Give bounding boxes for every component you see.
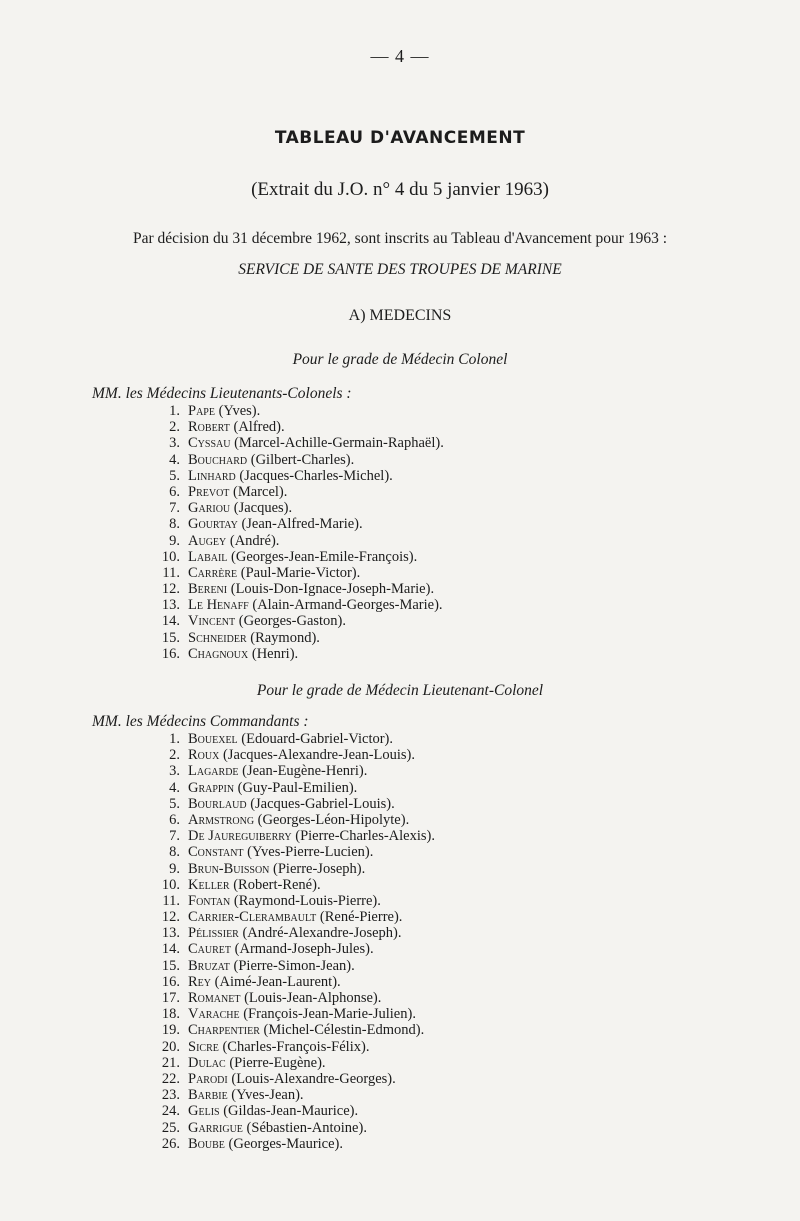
entry-given-names: (Henri).: [251, 645, 299, 662]
entry-number: 13.: [161, 597, 180, 614]
entry-surname: Barbie: [188, 1087, 228, 1104]
entry-surname: Keller: [188, 876, 230, 893]
entry-surname: Robert: [188, 419, 230, 436]
entry-surname: Pape: [188, 403, 215, 419]
entry-number: 6.: [169, 811, 180, 828]
list-item: [152, 893, 435, 909]
entry-number: 10.: [161, 876, 180, 893]
entry-number: 12.: [161, 909, 180, 926]
entry-surname: Rey: [188, 973, 212, 990]
entry-given-names: (Sébastien-Antoine).: [246, 1119, 367, 1136]
entry-given-names: (Robert-René).: [233, 876, 321, 893]
entry-number: 1.: [169, 403, 180, 419]
entry-given-names: (Jean-Alfred-Marie).: [241, 516, 363, 533]
list-item: [152, 990, 435, 1006]
entry-surname: Gariou: [188, 500, 231, 517]
entry-surname: Parodi: [188, 1070, 228, 1087]
entry-surname: Cyssau: [188, 435, 231, 452]
entry-surname: Labail: [188, 548, 228, 565]
entry-given-names: (Paul-Marie-Victor).: [240, 564, 361, 581]
entry-given-names: (Pierre-Eugène).: [229, 1054, 326, 1071]
entry-number: 2.: [169, 747, 180, 764]
list-item: [152, 909, 435, 925]
list-item: [152, 1022, 435, 1038]
entry-surname: Charpentier: [188, 1022, 260, 1039]
entry-given-names: (Georges-Léon-Hipolyte).: [257, 811, 410, 828]
page-title: TABLEAU D'AVANCEMENT: [274, 128, 526, 148]
list-item: [152, 1136, 435, 1152]
grade-heading-colonel: Pour le grade de Médecin Colonel: [292, 351, 508, 368]
group-label-commandants: MM. les Médecins Commandants :: [92, 713, 309, 730]
entry-number: 3.: [169, 435, 180, 452]
entry-surname: Romanet: [188, 990, 241, 1006]
entry-surname: Vincent: [188, 613, 236, 630]
entry-number: 21.: [161, 1054, 180, 1071]
entry-given-names: (Pierre-Simon-Jean).: [233, 957, 355, 974]
list-item: [152, 812, 435, 828]
entry-given-names: (Raymond-Louis-Pierre).: [233, 892, 381, 909]
entry-given-names: (Marcel-Achille-Germain-Raphaël).: [234, 435, 444, 452]
group-label-lieutenants-colonels: MM. les Médecins Lieutenants-Colonels :: [92, 385, 352, 402]
list-item: [152, 613, 444, 629]
list-item: [152, 1055, 435, 1071]
list-item: [152, 731, 435, 747]
entry-surname: Gourtay: [188, 516, 238, 533]
entry-number: 8.: [169, 844, 180, 861]
entry-given-names: (Marcel).: [233, 483, 288, 500]
list-item: [152, 828, 435, 844]
entry-given-names: (Aimé-Jean-Laurent).: [214, 973, 341, 990]
entry-number: 2.: [169, 419, 180, 436]
entry-given-names: (Louis-Don-Ignace-Joseph-Marie).: [230, 581, 435, 598]
entry-given-names: (Raymond).: [250, 629, 320, 646]
entry-given-names: (Louis-Alexandre-Georges).: [231, 1070, 396, 1087]
entry-surname: Bereni: [188, 581, 228, 598]
entry-surname: Bouexel: [188, 731, 238, 747]
list-item: [152, 646, 444, 662]
entry-given-names: (Jacques).: [233, 500, 293, 517]
entry-surname: Garrigue: [188, 1119, 243, 1136]
list-item: [152, 925, 435, 941]
entry-surname: Augey: [188, 532, 227, 549]
list-item: [152, 452, 444, 468]
entry-given-names: (Michel-Célestin-Edmond).: [263, 1022, 425, 1039]
service-heading: SERVICE DE SANTE DES TROUPES DE MARINE: [238, 261, 562, 278]
list-item: [152, 1006, 435, 1022]
list-item: [152, 941, 435, 957]
list-item: [152, 533, 444, 549]
entry-number: 16.: [161, 973, 180, 990]
list-item: [152, 1071, 435, 1087]
entry-surname: Sicre: [188, 1038, 219, 1055]
entry-surname: De Jaureguiberry: [188, 828, 292, 845]
list-item: [152, 877, 435, 893]
entry-surname: Cauret: [188, 941, 232, 958]
section-heading: A) MEDECINS: [348, 307, 452, 324]
entry-number: 23.: [161, 1087, 180, 1104]
entry-given-names: (André).: [229, 532, 280, 549]
entry-number: 5.: [169, 467, 180, 484]
list-item: [152, 958, 435, 974]
entry-surname: Fontan: [188, 892, 231, 909]
entry-number: 17.: [161, 990, 180, 1006]
list-item: [152, 516, 444, 532]
entry-given-names: (Charles-François-Félix).: [222, 1038, 370, 1055]
entry-surname: Pélissier: [188, 925, 239, 942]
entry-given-names: (Pierre-Joseph).: [273, 860, 366, 877]
entry-number: 15.: [161, 629, 180, 646]
entry-number: 22.: [161, 1070, 180, 1087]
entry-given-names: (Gilbert-Charles).: [250, 451, 355, 468]
entry-surname: Armstrong: [188, 811, 255, 828]
list-item: [152, 630, 444, 646]
entry-surname: Roux: [188, 747, 220, 764]
entry-given-names: (Armand-Joseph-Jules).: [234, 941, 374, 958]
entry-given-names: (François-Jean-Marie-Julien).: [243, 1006, 416, 1023]
list-item: [152, 500, 444, 516]
list-item: [152, 844, 435, 860]
entry-surname: Dulac: [188, 1054, 226, 1071]
entry-number: 19.: [161, 1022, 180, 1039]
list-item: [152, 974, 435, 990]
entry-number: 20.: [161, 1038, 180, 1055]
page-number: — 4 —: [370, 46, 430, 66]
entry-number: 8.: [169, 516, 180, 533]
entry-surname: Linhard: [188, 467, 236, 484]
list-item: [152, 484, 444, 500]
entry-surname: Chagnoux: [188, 645, 249, 662]
entry-surname: Varache: [188, 1006, 240, 1023]
entry-number: 10.: [161, 548, 180, 565]
entry-surname: Bourlaud: [188, 795, 247, 812]
entry-number: 14.: [161, 941, 180, 958]
entry-given-names: (Jacques-Alexandre-Jean-Louis).: [222, 747, 416, 764]
entry-given-names: (Jacques-Charles-Michel).: [239, 467, 393, 484]
entry-number: 4.: [169, 779, 180, 796]
entry-number: 16.: [161, 645, 180, 662]
list-item: [152, 419, 444, 435]
entry-given-names: (Georges-Gaston).: [238, 613, 347, 630]
entry-given-names: (Pierre-Charles-Alexis).: [295, 828, 435, 845]
entry-number: 9.: [169, 860, 180, 877]
entry-number: 11.: [162, 564, 180, 581]
entry-surname: Carrère: [188, 564, 238, 581]
list-item: [152, 763, 435, 779]
entry-number: 18.: [161, 1006, 180, 1023]
entry-number: 11.: [162, 892, 180, 909]
entry-number: 5.: [169, 795, 180, 812]
entry-given-names: (André-Alexandre-Joseph).: [242, 925, 402, 942]
entry-number: 12.: [161, 581, 180, 598]
entry-number: 6.: [169, 483, 180, 500]
entry-given-names: (Alfred).: [233, 419, 285, 436]
list-item: [152, 435, 444, 451]
list-item: [152, 403, 444, 419]
list-item: [152, 565, 444, 581]
list-item: [152, 1039, 435, 1055]
entry-surname: Schneider: [188, 629, 247, 646]
entry-surname: Boube: [188, 1135, 225, 1152]
entry-given-names: (Yves-Jean).: [231, 1087, 304, 1104]
list-item: [152, 796, 435, 812]
entry-number: 1.: [169, 731, 180, 747]
entry-given-names: (René-Pierre).: [319, 909, 403, 926]
entry-given-names: (Yves-Pierre-Lucien).: [247, 844, 374, 861]
entry-given-names: (Georges-Jean-Emile-François).: [231, 548, 418, 565]
entry-number: 7.: [169, 500, 180, 517]
list-item: [152, 1120, 435, 1136]
promotion-list-colonel: [152, 403, 444, 662]
entry-number: 3.: [169, 763, 180, 780]
list-item: [152, 780, 435, 796]
entry-given-names: (Jacques-Gabriel-Louis).: [250, 795, 395, 812]
entry-surname: Lagarde: [188, 763, 239, 780]
entry-given-names: (Alain-Armand-Georges-Marie).: [252, 597, 443, 614]
entry-given-names: (Jean-Eugène-Henri).: [242, 763, 368, 780]
entry-number: 25.: [161, 1119, 180, 1136]
entry-surname: Prevot: [188, 483, 230, 500]
entry-given-names: (Guy-Paul-Emilien).: [237, 779, 358, 796]
entry-number: 9.: [169, 532, 180, 549]
entry-surname: Bouchard: [188, 451, 248, 468]
list-item: [152, 581, 444, 597]
promotion-list-lieutenant-colonel: [152, 731, 435, 1152]
entry-number: 4.: [169, 451, 180, 468]
entry-surname: Bruzat: [188, 957, 230, 974]
list-item: [152, 1087, 435, 1103]
entry-number: 26.: [161, 1135, 180, 1152]
entry-surname: Grappin: [188, 779, 235, 796]
entry-given-names: (Louis-Jean-Alphonse).: [244, 990, 382, 1006]
list-item: [152, 549, 444, 565]
entry-given-names: (Georges-Maurice).: [228, 1135, 344, 1152]
entry-number: 13.: [161, 925, 180, 942]
list-item: [152, 468, 444, 484]
entry-surname: Constant: [188, 844, 244, 861]
entry-number: 15.: [161, 957, 180, 974]
list-item: [152, 747, 435, 763]
list-item: [152, 597, 444, 613]
entry-surname: Brun-Buisson: [188, 860, 270, 877]
entry-surname: Gelis: [188, 1103, 220, 1120]
entry-number: 7.: [169, 828, 180, 845]
source-citation: (Extrait du J.O. n° 4 du 5 janvier 1963): [251, 179, 549, 200]
entry-surname: Carrier-Clerambault: [188, 909, 317, 926]
entry-number: 24.: [161, 1103, 180, 1120]
entry-surname: Le Henaff: [188, 597, 249, 614]
entry-given-names: (Gildas-Jean-Maurice).: [223, 1103, 359, 1120]
list-item: [152, 1103, 435, 1119]
entry-given-names: (Yves).: [218, 403, 261, 419]
intro-text: Par décision du 31 décembre 1962, sont inscrits au Tableau d'Avancement pour 1963 :: [132, 230, 668, 247]
grade-heading-lieutenant-colonel: Pour le grade de Médecin Lieutenant-Colonel: [256, 682, 544, 699]
list-item: [152, 861, 435, 877]
entry-number: 14.: [161, 613, 180, 630]
entry-given-names: (Edouard-Gabriel-Victor).: [241, 731, 394, 747]
